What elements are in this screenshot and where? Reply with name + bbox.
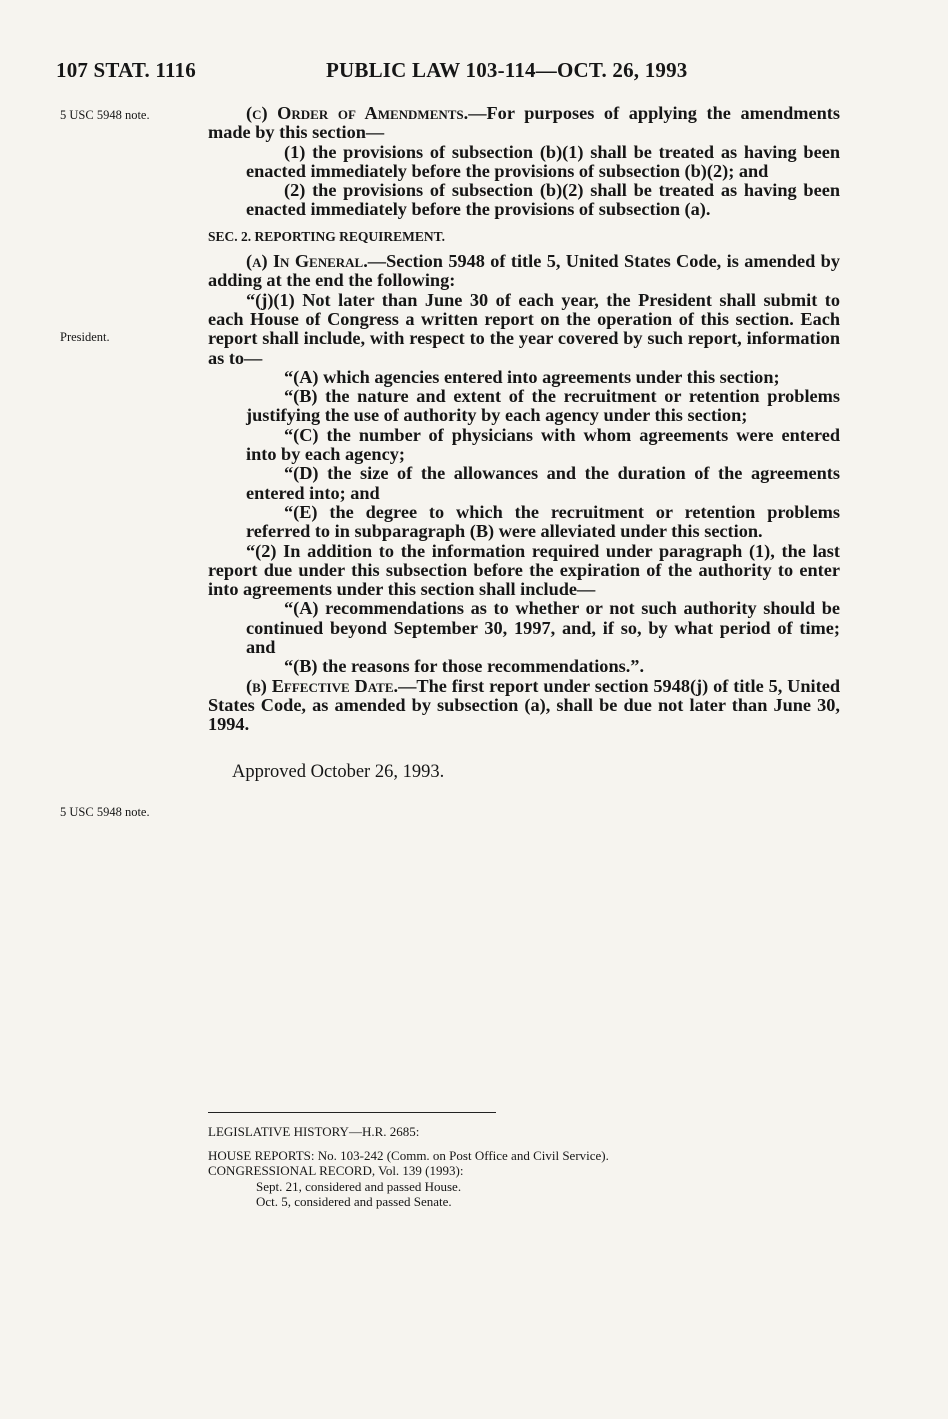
subsection-b bbox=[208, 677, 840, 735]
item-b: “(B) the nature and extent of the recruitment or retention problems justifying the use of authority by each agency under this section; bbox=[246, 386, 840, 426]
subsection-c-heading: (c) Order of Amendments. bbox=[246, 103, 469, 123]
congressional-record: CONGRESSIONAL RECORD, Vol. 139 (1993): bbox=[208, 1163, 464, 1178]
paragraph-j1: “(j)(1) Not later than June 30 of each year, the President shall submit to each House of Congress a written report on the operation of this section. Each report shall include, with respect to the year covered by such report, information as to— bbox=[208, 289, 840, 368]
subsection-b-text: —The first report under section 5948(j) of title 5, United States Code, as amended by subsection (a), shall be due not later than June 30, 1994. bbox=[208, 675, 840, 735]
margin-note-president: President. bbox=[60, 330, 110, 344]
history-divider bbox=[208, 1112, 496, 1113]
paragraph-c2: (2) the provisions of subsection (b)(2) shall be treated as having been enacted immediately before the provisions of subsection (a). bbox=[246, 180, 840, 220]
item-a: “(A) which agencies entered into agreements under this section; bbox=[284, 366, 780, 387]
record-oct: Oct. 5, considered and passed Senate. bbox=[256, 1194, 452, 1209]
public-law-title: PUBLIC LAW 103-114—OCT. 26, 1993 bbox=[326, 58, 688, 82]
item-d: “(D) the size of the allowances and the duration of the agreements entered into; and bbox=[246, 463, 840, 503]
item-a2: “(A) recommendations as to whether or not such authority should be continued beyond September 30, 1997, and, if so, by what period of time; and bbox=[246, 598, 840, 658]
subsection-c-text: —For purposes of applying the amendments made by this section— bbox=[208, 103, 840, 143]
subsection-a-heading: (a) In General. bbox=[246, 251, 368, 272]
history-title: LEGISLATIVE HISTORY—H.R. 2685: bbox=[208, 1124, 420, 1139]
subsection-b-heading: (b) Effective Date. bbox=[246, 675, 399, 696]
item-b2: “(B) the reasons for those recommendations.”. bbox=[284, 656, 645, 677]
item-e: “(E) the degree to which the recruitment or retention problems referred to in subparagraph (B) were alleviated under this section. bbox=[246, 501, 840, 542]
paragraph-j2: “(2) In addition to the information required under paragraph (1), the last report due under this subsection before the expiration of the authority to enter into agreements under this section shall include— bbox=[208, 540, 840, 600]
approval-date: Approved October 26, 1993. bbox=[232, 761, 445, 782]
legislative-history bbox=[208, 1124, 609, 1210]
margin-note-usc-2: 5 USC 5948 note. bbox=[60, 805, 150, 819]
paragraph-c1: (1) the provisions of subsection (b)(1) shall be treated as having been enacted immediately before the provisions of subsection (b)(2); and bbox=[246, 141, 840, 181]
stat-citation: 107 STAT. 1116 bbox=[56, 58, 196, 82]
record-sept: Sept. 21, considered and passed House. bbox=[256, 1178, 462, 1194]
subsection-c bbox=[208, 104, 840, 143]
section-2-heading: SEC. 2. REPORTING REQUIREMENT. bbox=[208, 228, 446, 244]
item-c: “(C) the number of physicians with whom agreements were entered into by each agency; bbox=[246, 424, 840, 465]
margin-note-usc-1: 5 USC 5948 note. bbox=[60, 108, 150, 122]
subsection-a-text: —Section 5948 of title 5, United States Code, is amended by adding at the end the following: bbox=[208, 251, 840, 291]
subsection-a bbox=[208, 252, 840, 291]
house-reports: HOUSE REPORTS: No. 103-242 (Comm. on Post Office and Civil Service). bbox=[208, 1147, 609, 1163]
law-body-text bbox=[208, 104, 840, 782]
